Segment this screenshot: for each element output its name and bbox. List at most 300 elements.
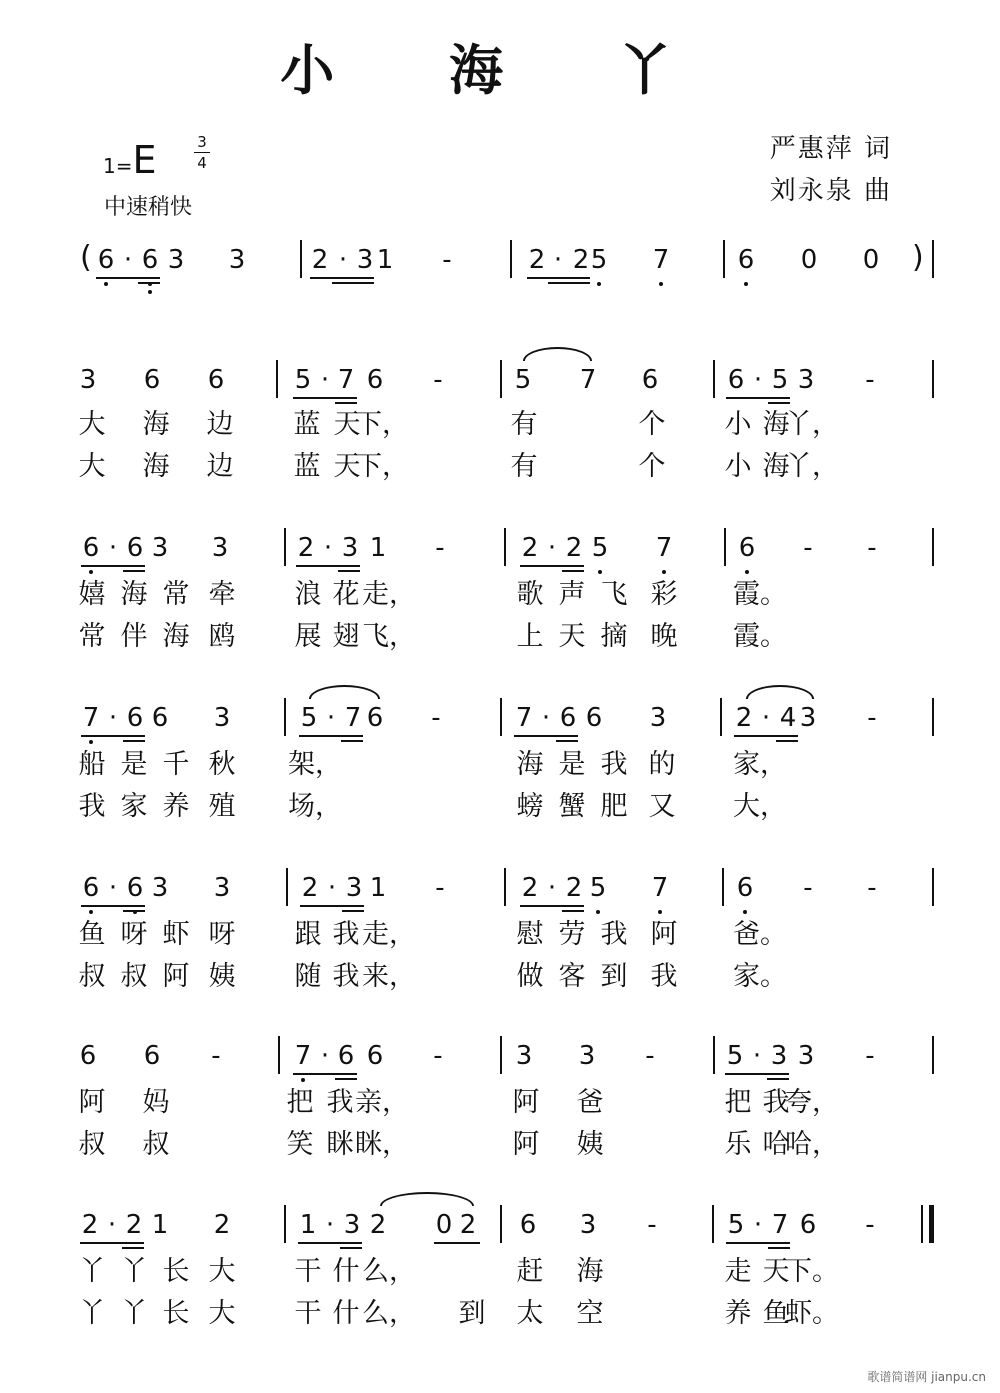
note: 7 <box>652 245 670 275</box>
low-octave-dot <box>148 282 152 286</box>
note: · <box>547 873 557 903</box>
underline <box>726 397 790 399</box>
underline <box>310 277 374 279</box>
note: 2 <box>297 533 315 563</box>
note: · <box>108 873 118 903</box>
underline <box>96 277 160 279</box>
lyric: 家。 <box>733 961 787 992</box>
note: · <box>753 1210 763 1240</box>
note: 6 <box>97 245 115 275</box>
lyric: 姨 <box>576 1129 604 1160</box>
barline <box>713 1036 715 1074</box>
note: 3 <box>213 873 231 903</box>
note: 5 <box>589 873 607 903</box>
slur <box>380 1192 474 1206</box>
lyric: 晚 <box>650 621 678 652</box>
note: 3 <box>797 365 815 395</box>
note: - <box>865 365 875 395</box>
underline <box>520 565 584 567</box>
lyric: 场， <box>288 791 342 822</box>
lyric: 叔 <box>78 961 106 992</box>
lyric: 丫 <box>120 1256 148 1287</box>
note: 3 <box>578 1041 596 1071</box>
lyric: 呀 <box>208 919 236 950</box>
note: 6 <box>82 533 100 563</box>
note: · <box>752 1041 762 1071</box>
lyric: 眯 <box>326 1129 354 1160</box>
key-equals: = <box>115 154 133 178</box>
slur <box>746 685 814 699</box>
note: 2 <box>528 245 546 275</box>
note: 3 <box>515 1041 533 1071</box>
underline <box>293 397 357 399</box>
lyric: 海 <box>142 409 170 440</box>
underline <box>725 1073 789 1075</box>
lyric: 叔 <box>142 1129 170 1160</box>
note: - <box>865 1210 875 1240</box>
low-octave-dot <box>598 570 602 574</box>
note: 3 <box>799 703 817 733</box>
lyric: 丫， <box>785 451 839 482</box>
note: 2 <box>735 703 753 733</box>
lyric: 千 <box>162 749 190 780</box>
note: · <box>323 533 333 563</box>
lyric: 蟹 <box>558 791 586 822</box>
note: 6 <box>126 533 144 563</box>
note: · <box>753 365 763 395</box>
lyric: 哈 <box>762 1129 790 1160</box>
note: 7 <box>579 365 597 395</box>
lyric: 小 <box>724 409 752 440</box>
note: 3 <box>343 1210 361 1240</box>
underline <box>332 282 374 284</box>
lyric: 海 <box>762 451 790 482</box>
lyric: 海 <box>162 621 190 652</box>
low-octave-dot <box>301 1078 305 1082</box>
low-octave-dot <box>89 910 93 914</box>
lyric: 干 <box>294 1298 322 1329</box>
note: 1 <box>151 1210 169 1240</box>
note: 1 <box>376 245 394 275</box>
note: 1 <box>369 873 387 903</box>
note: 2 <box>565 533 583 563</box>
underline <box>342 910 364 912</box>
note: - <box>433 365 443 395</box>
music-line-3 <box>0 703 1000 848</box>
lyric: 鸥 <box>208 621 236 652</box>
lyric: 下， <box>355 451 409 482</box>
note: 5 <box>514 365 532 395</box>
note: · <box>320 1041 330 1071</box>
lyric: 家， <box>733 749 787 780</box>
intro-open-paren: ( <box>80 240 92 275</box>
lyric: 姨 <box>208 961 236 992</box>
note: 2 <box>125 1210 143 1240</box>
lyric: 阿 <box>162 961 190 992</box>
lyric: 劳 <box>558 919 586 950</box>
note: - <box>867 873 877 903</box>
note: 2 <box>572 245 590 275</box>
note: 7 <box>771 1210 789 1240</box>
barline <box>932 528 934 566</box>
note: 7 <box>655 533 673 563</box>
lyric: 养 <box>724 1298 752 1329</box>
underline <box>81 565 145 567</box>
note: 0 <box>435 1210 453 1240</box>
lyric: 肥 <box>600 791 628 822</box>
note: 7 <box>294 1041 312 1071</box>
barline <box>284 528 286 566</box>
tempo-marking: 中速稍快 <box>104 195 193 220</box>
note: 7 <box>344 703 362 733</box>
barline <box>284 1205 286 1243</box>
note: 6 <box>736 873 754 903</box>
note: 7 <box>651 873 669 903</box>
barline <box>500 360 502 398</box>
note: · <box>327 873 337 903</box>
underline <box>768 402 790 404</box>
note: 2 <box>521 873 539 903</box>
note: 2 <box>301 873 319 903</box>
lyric: 虾 <box>162 919 190 950</box>
lyric: 把 <box>724 1087 752 1118</box>
lyric: 是 <box>120 749 148 780</box>
lyric: 丫 <box>78 1256 106 1287</box>
note: 3 <box>345 873 363 903</box>
lyric: 来， <box>362 961 416 992</box>
music-line-1 <box>0 365 1000 510</box>
note: - <box>211 1041 221 1071</box>
music-line-5 <box>0 1041 1000 1186</box>
note: 6 <box>207 365 225 395</box>
note: 5 <box>294 365 312 395</box>
lyric: 嬉 <box>78 579 106 610</box>
note: 6 <box>151 703 169 733</box>
underline <box>80 1242 144 1244</box>
note: 3 <box>770 1041 788 1071</box>
lyric: 什 <box>332 1298 360 1329</box>
low-octave-dot <box>148 290 152 294</box>
note: 2 <box>311 245 329 275</box>
note: 3 <box>151 873 169 903</box>
lyric: 我 <box>762 1087 790 1118</box>
note: 1 <box>369 533 387 563</box>
underline <box>335 1078 357 1080</box>
underline <box>768 1247 790 1249</box>
barline <box>500 1036 502 1074</box>
low-octave-dot <box>597 282 601 286</box>
underline <box>81 735 145 737</box>
barline <box>921 1205 923 1243</box>
lyricist-credit: 严惠萍 词 <box>769 134 892 164</box>
note: - <box>433 1041 443 1071</box>
lyric: 上 <box>516 621 544 652</box>
note: 6 <box>738 533 756 563</box>
lyric: 牵 <box>208 579 236 610</box>
note: 3 <box>649 703 667 733</box>
underline <box>556 740 578 742</box>
lyric: 伴 <box>120 621 148 652</box>
lyric: 什 <box>332 1256 360 1287</box>
intro-close-paren: ) <box>912 240 924 275</box>
lyric: 海 <box>120 579 148 610</box>
lyric: 叔 <box>78 1129 106 1160</box>
barline <box>712 1205 714 1243</box>
lyric: 殖 <box>208 791 236 822</box>
note: 6 <box>143 365 161 395</box>
lyric: 笑 <box>286 1129 314 1160</box>
note: 6 <box>737 245 755 275</box>
lyric: 走 <box>724 1256 752 1287</box>
lyric: 叔 <box>120 961 148 992</box>
lyric: 做 <box>516 961 544 992</box>
lyric: 的 <box>648 749 676 780</box>
underline <box>520 905 584 907</box>
note: - <box>865 1041 875 1071</box>
note: 6 <box>126 703 144 733</box>
note: 3 <box>228 245 246 275</box>
underline <box>726 1242 790 1244</box>
barline <box>932 240 934 278</box>
note: 7 <box>337 365 355 395</box>
note: · <box>325 1210 335 1240</box>
lyric: 下。 <box>785 1256 839 1287</box>
note: 6 <box>727 365 745 395</box>
note: · <box>123 245 133 275</box>
lyric: 我 <box>332 919 360 950</box>
note: - <box>431 703 441 733</box>
lyric: 干 <box>294 1256 322 1287</box>
note: 2 <box>369 1210 387 1240</box>
underline <box>335 402 357 404</box>
barline <box>929 1205 934 1243</box>
lyric: 常 <box>162 579 190 610</box>
note: 1 <box>299 1210 317 1240</box>
lyric: 浪 <box>294 579 322 610</box>
lyric: 赶 <box>516 1256 544 1287</box>
lyric: 我 <box>78 791 106 822</box>
lyric: 海 <box>576 1256 604 1287</box>
lyric: 声 <box>558 579 586 610</box>
lyric: 丫， <box>785 409 839 440</box>
lyric: 天 <box>558 621 586 652</box>
lyric: 小 <box>724 451 752 482</box>
lyric: 眯， <box>355 1129 409 1160</box>
low-octave-dot <box>744 282 748 286</box>
lyric: 我 <box>600 919 628 950</box>
lyric: 客 <box>558 961 586 992</box>
lyric: 花 <box>332 579 360 610</box>
underline <box>562 910 584 912</box>
lyric: 把 <box>286 1087 314 1118</box>
barline <box>504 528 506 566</box>
song-title: 小 海 丫 <box>280 38 720 102</box>
note: - <box>435 873 445 903</box>
lyric: 摘 <box>600 621 628 652</box>
note: 6 <box>366 703 384 733</box>
underline <box>527 277 590 279</box>
music-line-4 <box>0 873 1000 1018</box>
underline <box>562 570 584 572</box>
lyric: 阿 <box>78 1087 106 1118</box>
underline <box>122 1247 144 1249</box>
note: 7 <box>515 703 533 733</box>
note: 5 <box>591 533 609 563</box>
barline <box>932 360 934 398</box>
note: 5 <box>727 1210 745 1240</box>
underline <box>514 735 578 737</box>
barline <box>504 868 506 906</box>
underline <box>767 1078 789 1080</box>
note: 5 <box>300 703 318 733</box>
lyric: 跟 <box>294 919 322 950</box>
barline <box>932 868 934 906</box>
lyric: 彩 <box>650 579 678 610</box>
note: - <box>867 533 877 563</box>
lyric: 歌 <box>516 579 544 610</box>
lyric: 太 <box>516 1298 544 1329</box>
key-note: E <box>132 138 157 182</box>
lyric: 鱼 <box>78 919 106 950</box>
note: · <box>761 703 771 733</box>
key-signature <box>103 138 157 182</box>
lyric: 架， <box>288 749 342 780</box>
underline <box>734 735 798 737</box>
lyric: 走， <box>362 919 416 950</box>
lyric: 爸 <box>576 1087 604 1118</box>
lyric: 我 <box>600 749 628 780</box>
barline <box>284 698 286 736</box>
barline <box>723 240 725 278</box>
note: · <box>338 245 348 275</box>
lyric: 海 <box>762 409 790 440</box>
barline <box>932 698 934 736</box>
note: 3 <box>341 533 359 563</box>
lyric: 长 <box>162 1298 190 1329</box>
slur <box>309 685 380 699</box>
low-octave-dot <box>89 570 93 574</box>
underline <box>81 905 145 907</box>
note: 4 <box>779 703 797 733</box>
barline <box>724 528 726 566</box>
low-octave-dot <box>743 910 747 914</box>
barline <box>932 1036 934 1074</box>
note: 6 <box>799 1210 817 1240</box>
note: - <box>803 873 813 903</box>
note: 3 <box>797 1041 815 1071</box>
lyric: 到 <box>458 1298 486 1329</box>
lyric: 爸。 <box>733 919 787 950</box>
note: 7 <box>82 703 100 733</box>
note: 6 <box>141 245 159 275</box>
underline <box>299 735 363 737</box>
lyric: 飞， <box>362 621 416 652</box>
note: 6 <box>519 1210 537 1240</box>
lyric: 大 <box>78 451 106 482</box>
note: · <box>553 245 563 275</box>
lyric: 鱼 <box>762 1298 790 1329</box>
lyric: 霞。 <box>733 621 787 652</box>
underline <box>298 1242 362 1244</box>
note: 6 <box>126 873 144 903</box>
lyric: 家 <box>120 791 148 822</box>
underline <box>296 565 360 567</box>
note: · <box>108 703 118 733</box>
lyric: 随 <box>294 961 322 992</box>
lyric: 海 <box>516 749 544 780</box>
low-octave-dot <box>104 282 108 286</box>
note: · <box>320 365 330 395</box>
barline <box>722 868 724 906</box>
low-octave-dot <box>133 910 137 914</box>
note: - <box>645 1041 655 1071</box>
barline <box>720 698 722 736</box>
meter-bottom: 4 <box>197 154 207 172</box>
lyric: 船 <box>78 749 106 780</box>
underline <box>338 570 360 572</box>
lyric: 阿 <box>512 1087 540 1118</box>
note: 6 <box>79 1041 97 1071</box>
lyric: 螃 <box>516 791 544 822</box>
lyric: 边 <box>206 451 234 482</box>
note: - <box>442 245 452 275</box>
note: 6 <box>82 873 100 903</box>
barline <box>286 868 288 906</box>
lyric: 天 <box>762 1256 790 1287</box>
note: 3 <box>356 245 374 275</box>
note: 3 <box>213 703 231 733</box>
barline <box>276 360 278 398</box>
lyric: 大 <box>208 1256 236 1287</box>
lyric: 蓝 <box>293 409 321 440</box>
underline <box>123 740 145 742</box>
lyric: 有 <box>510 451 538 482</box>
lyric: 常 <box>78 621 106 652</box>
note: 3 <box>211 533 229 563</box>
lyric: 慰 <box>516 919 544 950</box>
lyric: 我 <box>326 1087 354 1118</box>
note: 2 <box>81 1210 99 1240</box>
note: 6 <box>143 1041 161 1071</box>
lyric: 阿 <box>650 919 678 950</box>
note: 2 <box>565 873 583 903</box>
low-octave-dot <box>596 910 600 914</box>
low-octave-dot <box>662 570 666 574</box>
lyric: 大 <box>208 1298 236 1329</box>
lyric: 秋 <box>208 749 236 780</box>
underline <box>776 740 798 742</box>
key-prefix: 1 <box>103 154 116 178</box>
barline <box>300 240 302 278</box>
lyric: 大 <box>78 409 106 440</box>
music-line-6 <box>0 1210 1000 1355</box>
lyric: 海 <box>142 451 170 482</box>
note: 3 <box>79 365 97 395</box>
note: - <box>867 703 877 733</box>
barline <box>510 240 512 278</box>
underline <box>293 1073 357 1075</box>
barline <box>500 1205 502 1243</box>
composer-credit: 刘永泉 曲 <box>769 176 892 206</box>
lyric: 丫 <box>120 1298 148 1329</box>
watermark: 歌谱简谱网 jianpu.cn <box>867 1370 986 1384</box>
lyric: 飞 <box>600 579 628 610</box>
lyric: 哈， <box>785 1129 839 1160</box>
underline <box>341 740 363 742</box>
lyric: 展 <box>294 621 322 652</box>
note: - <box>647 1210 657 1240</box>
lyric: 空 <box>576 1298 604 1329</box>
